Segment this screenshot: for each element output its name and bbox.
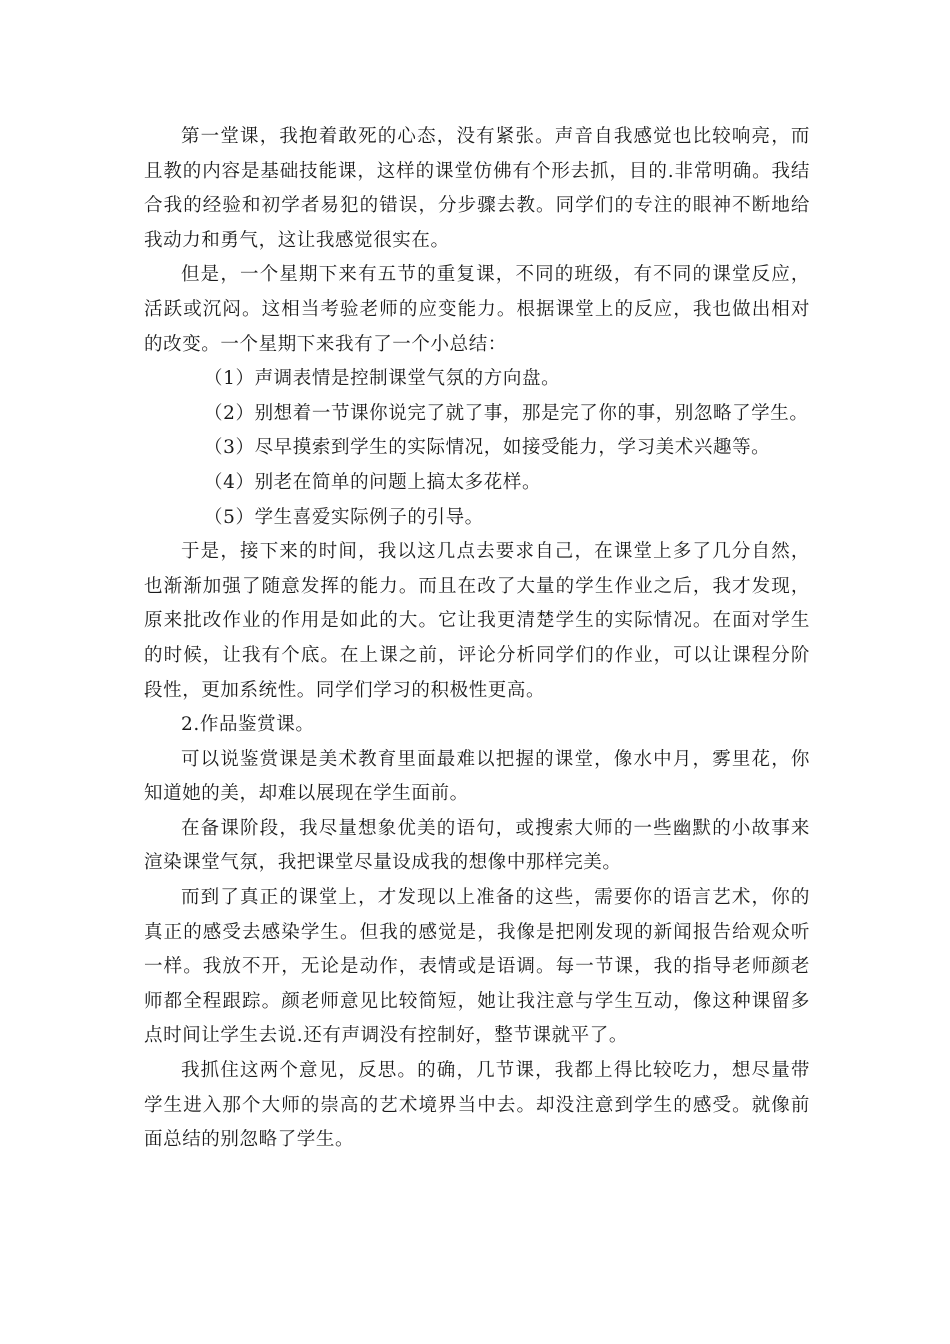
paragraph-reflection: 我抓住这两个意见，反思。的确，几节课，我都上得比较吃力，想尽量带学生进入那个大师的崇高的艺术境界当中去。却没注意到学生的感受。就像前面总结的别忽略了学生。 xyxy=(144,1060,810,1151)
paragraph-lesson-preparation: 在备课阶段，我尽量想象优美的语句，或搜索大师的一些幽默的小故事来渲染课堂气氛，我把课堂尽量设成我的想像中那样完美。 xyxy=(144,817,810,874)
summary-item-3: （3）尽早摸索到学生的实际情况，如接受能力，学习美术兴趣等。 xyxy=(204,437,771,459)
paragraph-repeated-classes: 但是，一个星期下来有五节的重复课，不同的班级，有不同的课堂反应，活跃或沉闷。这相当考验老师的应变能力。根据课堂上的反应，我也做出相对的改变。一个星期下来我有了一个小总结： xyxy=(144,264,810,355)
paragraph-appreciation-difficulty: 可以说鉴赏课是美术教育里面最难以把握的课堂，像水中月，雾里花，你知道她的美，却难以展现在学生面前。 xyxy=(144,748,810,805)
summary-item-4: （4）别老在简单的问题上搞太多花样。 xyxy=(204,471,542,493)
paragraph-afterwards: 于是，接下来的时间，我以这几点去要求自己，在课堂上多了几分自然，也渐渐加强了随意发挥的能力。而且在改了大量的学生作业之后，我才发现，原来批改作业的作用是如此的大。它让我更清楚学生的实际情况。在面对学生的时候，让我有个底。在上课之前，评论分析同学们的作业，可以让课程分阶段性，更加系统性。同学们学习的积极性更高。 xyxy=(144,541,810,701)
section-heading: 2.作品鉴赏课。 xyxy=(181,714,315,736)
paragraph-real-classroom: 而到了真正的课堂上，才发现以上准备的这些，需要你的语言艺术，你的真正的感受去感染学生。但我的感觉是，我像是把刚发现的新闻报告给观众听一样。我放不开，无论是动作，表情或是语调。每一节课，我的指导老师颜老师都全程跟踪。颜老师意见比较简短，她让我注意与学生互动，像这种课留多点时间让学生去说.还有声调没有控制好，整节课就平了。 xyxy=(144,887,810,1047)
paragraph-first-class: 第一堂课，我抱着敢死的心态，没有紧张。声音自我感觉也比较响亮，而且教的内容是基础技能课，这样的课堂仿佛有个形去抓，目的.非常明确。我结合我的经验和初学者易犯的错误，分步骤去教。同学们的专注的眼神不断地给我动力和勇气，这让我感觉很实在。 xyxy=(144,126,810,251)
summary-item-1: （1）声调表情是控制课堂气氛的方向盘。 xyxy=(204,368,561,390)
summary-item-5: （5）学生喜爱实际例子的引导。 xyxy=(204,506,484,528)
summary-item-2: （2）别想着一节课你说完了就了事，那是完了你的事，别忽略了学生。 xyxy=(204,402,809,424)
document-body xyxy=(144,120,810,1158)
